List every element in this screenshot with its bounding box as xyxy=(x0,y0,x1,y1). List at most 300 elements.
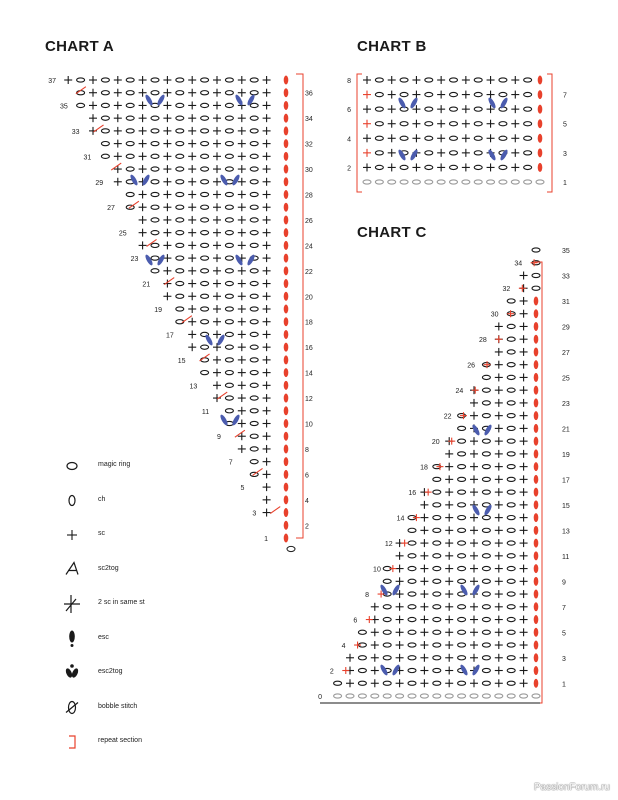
row-number-b: 3 xyxy=(563,150,567,158)
ch-symbol xyxy=(499,122,507,126)
ch-symbol xyxy=(425,122,433,126)
sc-symbol xyxy=(396,603,404,611)
ch-symbol xyxy=(445,694,453,698)
ch-symbol xyxy=(499,136,507,140)
esc-symbol xyxy=(409,97,419,110)
ch-symbol xyxy=(408,554,416,558)
ch-symbol xyxy=(420,694,428,698)
ch-symbol xyxy=(524,122,532,126)
ch-symbol xyxy=(400,165,408,169)
ch-symbol xyxy=(225,383,233,387)
row-number-a: 9 xyxy=(216,434,221,442)
sc-symbol xyxy=(263,267,271,275)
ch-symbol xyxy=(101,78,109,82)
esc-symbol xyxy=(216,334,226,347)
ch-symbol xyxy=(250,103,258,107)
chain-icon xyxy=(69,496,75,506)
esc-symbol xyxy=(284,483,289,492)
ch-symbol xyxy=(408,656,416,660)
sc-symbol xyxy=(139,89,147,97)
sc-symbol xyxy=(263,356,271,364)
sc-symbol xyxy=(67,530,77,540)
sc-symbol xyxy=(238,178,246,186)
ch-symbol xyxy=(482,401,490,405)
ch-symbol xyxy=(425,107,433,111)
ch-symbol xyxy=(482,465,490,469)
sc-symbol xyxy=(139,229,147,237)
row-number-c: 22 xyxy=(443,413,452,421)
legend-label-0: magic ring xyxy=(98,461,131,468)
sc-symbol xyxy=(420,526,428,534)
ch-symbol xyxy=(388,180,396,184)
ch-symbol xyxy=(151,116,159,120)
ch-symbol xyxy=(507,363,515,367)
ch-symbol xyxy=(334,694,342,698)
sc-symbol xyxy=(495,552,503,560)
sc-symbol xyxy=(213,280,221,288)
row-number-b: 2 xyxy=(347,165,351,173)
ch-symbol xyxy=(433,477,441,481)
ch-symbol xyxy=(450,78,458,82)
ch-symbol xyxy=(151,78,159,82)
row-number-c: 4 xyxy=(341,643,346,651)
ch-symbol xyxy=(507,299,515,303)
ch-symbol xyxy=(358,694,366,698)
sc-symbol xyxy=(470,565,478,573)
sc-symbol xyxy=(470,475,478,483)
ch-symbol xyxy=(458,643,466,647)
ch-symbol xyxy=(201,205,209,209)
esc-symbol xyxy=(534,551,539,560)
sc-symbol xyxy=(520,628,528,636)
ch-symbol xyxy=(225,103,233,107)
row-number-c: 3 xyxy=(562,655,566,663)
sc-symbol xyxy=(263,318,271,326)
row-number-c: 12 xyxy=(384,541,393,549)
ch-symbol xyxy=(520,694,528,698)
ch-symbol xyxy=(507,465,515,469)
sc-symbol xyxy=(520,488,528,496)
sc-symbol xyxy=(511,120,519,128)
sc-symbol xyxy=(213,267,221,275)
esc-symbol xyxy=(538,148,543,157)
ch-symbol xyxy=(400,180,408,184)
ch-symbol xyxy=(176,294,184,298)
ch-symbol xyxy=(507,541,515,545)
esc-symbol xyxy=(534,539,539,548)
sc-symbol xyxy=(188,292,196,300)
row-number-a: 1 xyxy=(264,536,268,543)
esc-symbol xyxy=(534,360,539,369)
row-number-c: 27 xyxy=(562,349,570,357)
sc-symbol xyxy=(401,540,408,547)
esc-symbol xyxy=(284,508,289,517)
row-number-a: 35 xyxy=(59,103,68,111)
ch-symbol xyxy=(408,579,416,583)
sc-symbol xyxy=(520,590,528,598)
esc-symbol xyxy=(534,411,539,420)
ch-symbol xyxy=(507,426,515,430)
row-number-b: 6 xyxy=(347,107,351,115)
sc-symbol xyxy=(495,667,503,675)
row-number-a: 21 xyxy=(142,281,151,289)
sc-symbol xyxy=(520,335,528,343)
sc-symbol xyxy=(238,394,246,402)
sc-symbol xyxy=(445,565,453,573)
sc-symbol xyxy=(263,216,271,224)
ch-symbol xyxy=(507,566,515,570)
sc-symbol xyxy=(520,361,528,369)
sc-symbol xyxy=(213,178,221,186)
sc-symbol xyxy=(238,381,246,389)
ch-symbol xyxy=(225,256,233,260)
sc-symbol xyxy=(520,463,528,471)
row-number-a: 18 xyxy=(305,319,313,327)
ch-symbol xyxy=(225,358,233,362)
sc-symbol xyxy=(238,343,246,351)
ch-symbol xyxy=(126,154,134,158)
ch-symbol xyxy=(458,528,466,532)
row-number-a: 33 xyxy=(71,128,80,136)
ch-symbol xyxy=(532,286,540,290)
sc-symbol xyxy=(139,191,147,199)
esc-symbol xyxy=(538,76,543,85)
sc-symbol xyxy=(363,134,371,142)
esc-symbol xyxy=(534,424,539,433)
sc-symbol xyxy=(238,89,246,97)
esc-symbol xyxy=(534,335,539,344)
ch-symbol xyxy=(507,605,515,609)
row-number-c: 29 xyxy=(562,324,570,332)
sc-symbol xyxy=(470,641,478,649)
sc-symbol xyxy=(495,437,503,445)
ch-symbol xyxy=(507,401,515,405)
ch-symbol xyxy=(482,516,490,520)
esc-symbol xyxy=(284,495,289,504)
sc-symbol xyxy=(263,458,271,466)
ch-symbol xyxy=(433,643,441,647)
sc-symbol xyxy=(163,76,171,84)
sc-symbol xyxy=(420,628,428,636)
ch-symbol xyxy=(250,269,258,273)
ch-symbol xyxy=(225,396,233,400)
ch-symbol xyxy=(250,78,258,82)
ch-symbol xyxy=(474,107,482,111)
legend-label-4: 2 sc in same st xyxy=(98,599,145,606)
ch-symbol xyxy=(458,681,466,685)
ch-symbol xyxy=(524,107,532,111)
sc-symbol xyxy=(263,483,271,491)
sc-symbol xyxy=(263,305,271,313)
esc-symbol xyxy=(284,114,289,123)
sc-symbol xyxy=(462,163,470,171)
ch-symbol xyxy=(201,180,209,184)
sc-symbol xyxy=(263,509,271,517)
sc-symbol xyxy=(462,120,470,128)
sc-symbol xyxy=(445,488,453,496)
row-number-c: 2 xyxy=(329,668,334,676)
row-number-c: 18 xyxy=(420,464,428,472)
sc-symbol xyxy=(420,501,428,509)
sc-symbol xyxy=(263,292,271,300)
ch-symbol xyxy=(201,281,209,285)
ch-symbol xyxy=(225,243,233,247)
repeat-bracket xyxy=(357,74,362,192)
sc-symbol xyxy=(238,280,246,288)
sc-symbol xyxy=(188,330,196,338)
sc-symbol xyxy=(511,149,519,157)
sc-symbol xyxy=(263,369,271,377)
sc-symbol xyxy=(163,178,171,186)
sc-symbol xyxy=(139,203,147,211)
esc-symbol xyxy=(459,664,469,677)
ch-symbol xyxy=(408,694,416,698)
sc-symbol xyxy=(188,280,196,288)
ch-symbol xyxy=(201,167,209,171)
ch-symbol xyxy=(151,192,159,196)
sc-symbol xyxy=(371,667,379,675)
esc-symbol xyxy=(284,292,289,301)
ch-symbol xyxy=(250,307,258,311)
ch-symbol xyxy=(250,345,258,349)
esc-symbol xyxy=(284,343,289,352)
sc-symbol xyxy=(462,76,470,84)
row-number-a: 25 xyxy=(118,230,127,238)
row-number-a: 26 xyxy=(305,217,313,225)
ch-symbol xyxy=(225,307,233,311)
esc-symbol xyxy=(231,414,241,427)
ch-symbol xyxy=(433,490,441,494)
esc-symbol xyxy=(284,215,289,224)
esc-symbol xyxy=(284,203,289,212)
row-number-c: 23 xyxy=(562,400,570,408)
sc-symbol xyxy=(363,149,371,157)
ch-symbol xyxy=(101,116,109,120)
sc-icon xyxy=(67,530,77,540)
sc-symbol xyxy=(213,394,221,402)
ch-symbol xyxy=(474,92,482,96)
sc-symbol xyxy=(366,616,373,623)
ch-symbol xyxy=(425,136,433,140)
sc-symbol xyxy=(520,373,528,381)
ch-symbol xyxy=(433,656,441,660)
ch-symbol xyxy=(151,167,159,171)
sc-symbol xyxy=(470,463,478,471)
repeat-section-icon xyxy=(69,736,75,748)
ch-symbol xyxy=(458,605,466,609)
esc-symbol xyxy=(534,564,539,573)
sc-symbol xyxy=(188,101,196,109)
esc-symbol xyxy=(534,513,539,522)
sc-symbol xyxy=(388,163,396,171)
sc-symbol xyxy=(346,654,354,662)
sc-symbol xyxy=(188,254,196,262)
sc-symbol xyxy=(163,292,171,300)
sc-symbol xyxy=(263,407,271,415)
sc-symbol xyxy=(188,114,196,122)
ch-symbol xyxy=(524,165,532,169)
sc-symbol xyxy=(163,241,171,249)
ch-symbol xyxy=(450,136,458,140)
ch-symbol xyxy=(250,129,258,133)
ch-symbol xyxy=(524,92,532,96)
sc-symbol xyxy=(511,163,519,171)
sc-symbol xyxy=(420,577,428,585)
sc-symbol xyxy=(520,297,528,305)
sc-symbol xyxy=(263,394,271,402)
ch-symbol xyxy=(201,78,209,82)
sc-symbol xyxy=(495,577,503,585)
sc-symbol xyxy=(263,101,271,109)
ch-symbol xyxy=(433,617,441,621)
ch-symbol xyxy=(482,579,490,583)
ch-symbol xyxy=(250,243,258,247)
esc-symbol xyxy=(284,254,289,263)
sc-symbol xyxy=(437,149,445,157)
row-number-a: 6 xyxy=(305,472,309,480)
sc-symbol xyxy=(188,203,196,211)
sc-symbol xyxy=(520,348,528,356)
esc-symbol xyxy=(534,666,539,675)
esc-symbol xyxy=(534,641,539,650)
chart-a xyxy=(48,74,313,552)
esc-symbol xyxy=(284,241,289,250)
sc-symbol xyxy=(363,120,371,128)
row-number-c: 14 xyxy=(396,515,405,523)
esc-symbol xyxy=(284,317,289,326)
sc-symbol xyxy=(412,76,420,84)
ch-symbol xyxy=(176,269,184,273)
ch-symbol xyxy=(433,630,441,634)
ch-symbol xyxy=(400,92,408,96)
sc-symbol xyxy=(520,654,528,662)
ch-symbol xyxy=(458,477,466,481)
sc-symbol xyxy=(420,667,428,675)
ch-symbol xyxy=(201,243,209,247)
row-number-a: 2 xyxy=(305,523,309,531)
sc-symbol xyxy=(396,679,404,687)
row-number-c: 21 xyxy=(562,426,570,434)
ch-symbol xyxy=(507,656,515,660)
sc-symbol xyxy=(263,165,271,173)
sc-symbol xyxy=(363,91,371,99)
sc-symbol xyxy=(263,254,271,262)
sc-symbol xyxy=(520,603,528,611)
ch-symbol xyxy=(507,554,515,558)
sc-symbol xyxy=(437,76,445,84)
ch-symbol xyxy=(250,409,258,413)
esc-symbol xyxy=(219,414,229,427)
esc-symbol xyxy=(534,347,539,356)
sc-symbol xyxy=(163,254,171,262)
sc-symbol xyxy=(263,241,271,249)
ch-symbol xyxy=(507,516,515,520)
ch-symbol xyxy=(433,694,441,698)
sc-symbol xyxy=(263,178,271,186)
ch-symbol xyxy=(151,218,159,222)
ch-symbol xyxy=(126,91,134,95)
ch-symbol xyxy=(383,681,391,685)
sc-symbol xyxy=(445,616,453,624)
sc-symbol xyxy=(462,91,470,99)
ch-symbol xyxy=(433,681,441,685)
sc-symbol xyxy=(495,488,503,496)
row-number-c: 24 xyxy=(455,388,464,396)
sc-symbol xyxy=(163,191,171,199)
ch-symbol xyxy=(450,92,458,96)
ch-symbol xyxy=(458,426,466,430)
sc-symbol xyxy=(470,437,478,445)
legend-label-7: bobble stitch xyxy=(98,702,138,710)
sc-symbol xyxy=(445,667,453,675)
repeat-bracket xyxy=(296,74,303,538)
ch-symbol xyxy=(482,566,490,570)
ch-symbol xyxy=(126,78,134,82)
ch-symbol xyxy=(507,579,515,583)
sc-symbol xyxy=(188,76,196,84)
sc-symbol xyxy=(139,101,147,109)
ch-symbol xyxy=(507,477,515,481)
sc-symbol xyxy=(470,399,478,407)
sc-symbol xyxy=(213,229,221,237)
row-number-a: 24 xyxy=(305,243,313,251)
sc-symbol xyxy=(511,105,519,113)
ch-symbol xyxy=(450,107,458,111)
ch-symbol xyxy=(250,447,258,451)
ch-symbol xyxy=(250,180,258,184)
sc-symbol xyxy=(396,628,404,636)
sc-symbol xyxy=(472,387,479,394)
sc-symbol xyxy=(520,475,528,483)
row-number-a: 37 xyxy=(48,78,56,85)
row-number-c: 34 xyxy=(514,260,523,268)
sc-symbol xyxy=(495,628,503,636)
row-number-c: 13 xyxy=(562,528,570,536)
row-number-c: 8 xyxy=(365,592,370,600)
row-number-c: 10 xyxy=(373,566,381,574)
sc-symbol xyxy=(263,420,271,428)
sc-symbol xyxy=(462,149,470,157)
ch-symbol xyxy=(250,154,258,158)
sc-symbol xyxy=(495,679,503,687)
esc-symbol xyxy=(284,139,289,148)
ch-symbol xyxy=(225,78,233,82)
esc-symbol xyxy=(284,381,289,390)
esc-symbol xyxy=(284,88,289,97)
sc-symbol xyxy=(163,216,171,224)
ch-symbol xyxy=(499,78,507,82)
sc-symbol xyxy=(420,590,428,598)
sc-symbol xyxy=(396,577,404,585)
ch-symbol xyxy=(375,107,383,111)
ch-symbol xyxy=(375,165,383,169)
ch-symbol xyxy=(458,554,466,558)
ch-symbol xyxy=(371,694,379,698)
ch-symbol xyxy=(375,92,383,96)
sc-symbol xyxy=(445,603,453,611)
sc-symbol xyxy=(213,76,221,84)
ch-symbol xyxy=(408,668,416,672)
ch-symbol xyxy=(532,248,540,252)
ch-symbol xyxy=(425,78,433,82)
sc-symbol xyxy=(114,127,122,135)
row-number-a: 15 xyxy=(177,357,186,365)
ch-symbol xyxy=(250,332,258,336)
row-number-a: 20 xyxy=(305,294,313,302)
legend-label-6: esc2tog xyxy=(98,668,123,675)
sc-symbol xyxy=(437,163,445,171)
sc-symbol xyxy=(520,641,528,649)
